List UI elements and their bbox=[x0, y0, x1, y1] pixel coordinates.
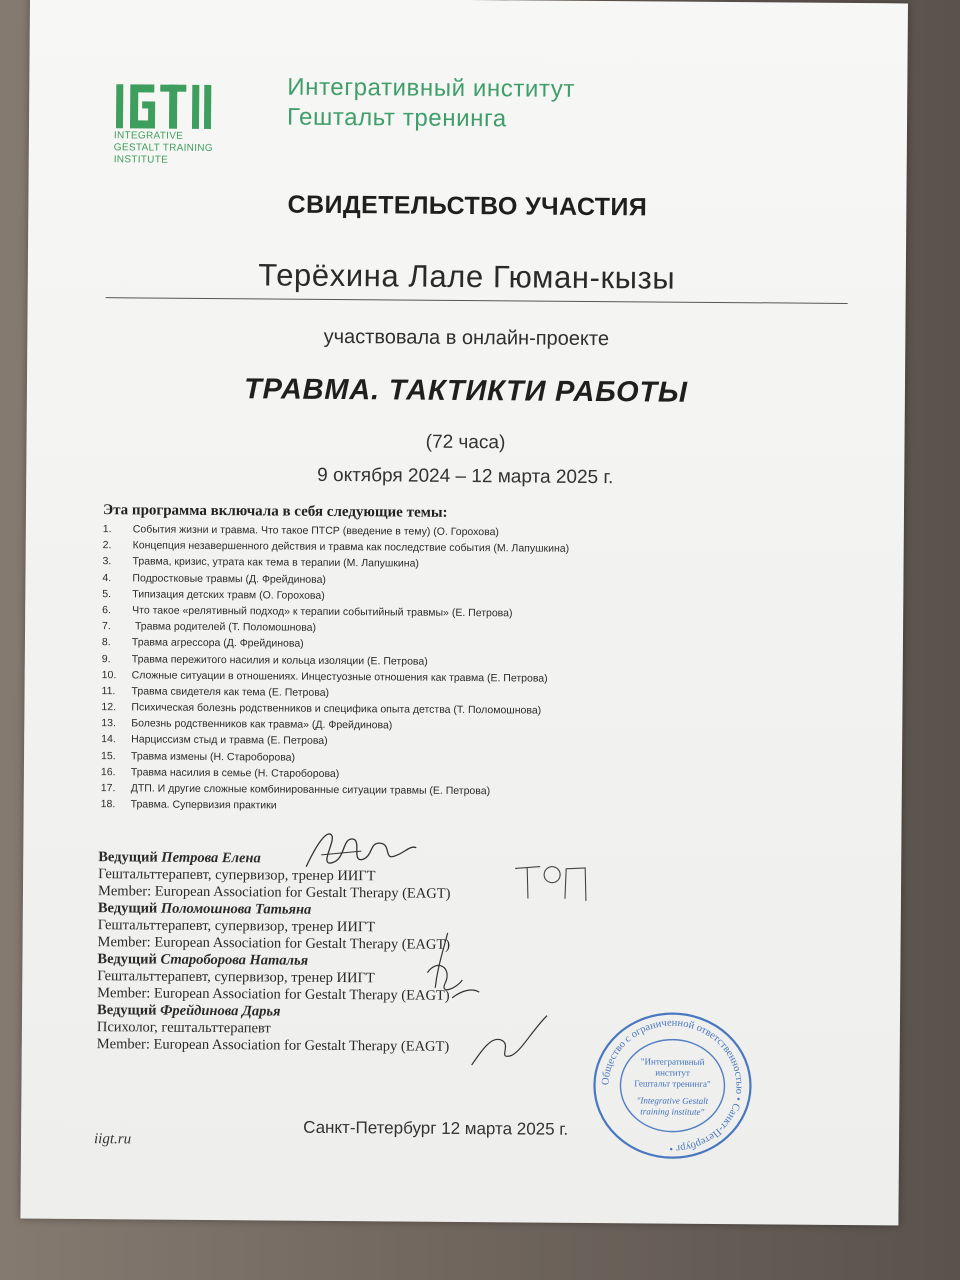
topic-text: Травма пережитого насилия и кольца изоляции (Е. Петрова) bbox=[131, 652, 428, 668]
topic-text: Травма родителей (Т. Поломошнова) bbox=[132, 620, 317, 634]
presenter-credentials: Гештальттерапевт, супервизор, тренер ИИГТ bbox=[97, 917, 376, 936]
topic-text: Психическая болезнь родственников и специфика опыта детства (Т. Поломошнова) bbox=[131, 701, 542, 717]
project-hours: (72 часа) bbox=[425, 431, 506, 454]
presenter-membership: Member: European Association for Gestalt Therapy (EAGT) bbox=[96, 1036, 450, 1055]
topic-text: События жизни и травма. Что такое ПТСР (введение в тему) (О. Горохова) bbox=[132, 523, 500, 539]
topic-text: Травма насилия в семье (Н. Староборова) bbox=[130, 766, 340, 780]
topic-text: Нарциссизм стыд и травма (Е. Петрова) bbox=[131, 733, 328, 748]
presenter-role: Ведущий bbox=[97, 951, 157, 968]
institute-seal bbox=[588, 1009, 757, 1162]
topic-text: Болезнь родственников как травма» (Д. Фрейдинова) bbox=[131, 717, 393, 732]
topics-list bbox=[101, 521, 763, 818]
presenter-credentials: Психолог, гештальттерапевт bbox=[96, 1019, 271, 1037]
topic-text: Травма. Супервизия практики bbox=[130, 798, 277, 812]
presenter-entry bbox=[98, 900, 451, 954]
institute-name-line-1: Интегративный институт bbox=[287, 73, 576, 103]
topic-text: Сложные ситуации в отношениях. Инцестуозные отношения как травма (Е. Петрова) bbox=[131, 669, 548, 685]
topic-number: 8. bbox=[101, 636, 111, 649]
topic-text: Травма, кризис, утрата как тема в терапии (М. Лапушкина) bbox=[132, 555, 419, 570]
topic-number: 11. bbox=[101, 685, 116, 698]
igti-logo-mark bbox=[114, 82, 224, 131]
topic-number: 2. bbox=[102, 539, 112, 552]
topic-text: ДТП. И другие сложные комбинированные ситуации травмы (Е. Петрова) bbox=[130, 782, 491, 798]
topic-number: 6. bbox=[102, 604, 112, 617]
institute-name bbox=[287, 73, 575, 135]
topic-number: 10. bbox=[101, 668, 117, 681]
seal-line-2: институт bbox=[655, 1067, 690, 1078]
participation-text: участвовала в онлайн-проекте bbox=[323, 325, 610, 351]
seal-line-3: Гештальт тренинга" bbox=[634, 1078, 711, 1089]
topic-number: 3. bbox=[102, 555, 112, 568]
topic-text: Травма свидетеля как тема (Е. Петрова) bbox=[131, 685, 330, 699]
topic-number: 1. bbox=[102, 523, 112, 536]
topic-text: Травма измены (Н. Староборова) bbox=[131, 749, 296, 764]
city-and-date: Санкт-Петербург 12 марта 2025 г. bbox=[303, 1117, 569, 1139]
website: iigt.ru bbox=[93, 1131, 132, 1148]
topic-number: 17. bbox=[100, 782, 116, 795]
name-underline bbox=[106, 297, 848, 304]
topic-number: 5. bbox=[102, 587, 112, 600]
seal-outer-text: Общество с ограниченной ответственностью • Санкт-Петербург • bbox=[600, 1017, 745, 1154]
presenter-role: Ведущий bbox=[98, 849, 158, 866]
project-title: ТРАВМА. ТАКТИКТИ РАБОТЫ bbox=[243, 373, 688, 409]
topic-text: Подростковые травмы (Д. Фрейдинова) bbox=[132, 571, 326, 586]
presenter-membership: Member: European Association for Gestalt Therapy (EAGT) bbox=[97, 985, 450, 1004]
project-dates: 9 октября 2024 – 12 марта 2025 г. bbox=[317, 464, 614, 489]
topic-number: 16. bbox=[100, 765, 116, 779]
presenter-entry bbox=[98, 849, 451, 903]
signature-tp bbox=[510, 858, 600, 909]
topic-number: 13. bbox=[101, 717, 116, 730]
logo-wordmark bbox=[114, 130, 234, 167]
logo-line-1: INTEGRATIVE bbox=[113, 130, 184, 142]
topic-text: Что такое «релятивный подход» к терапии событийный травмы» (Е. Петрова) bbox=[132, 604, 513, 620]
topic-number: 7. bbox=[102, 620, 111, 633]
presenter-name: Петрова Елена bbox=[161, 849, 261, 867]
presenter-membership: Member: European Association for Gestalt Therapy (EAGT) bbox=[97, 883, 451, 902]
topics-heading: Эта программа включала в себя следующие темы: bbox=[102, 502, 448, 521]
presenter-name: Староборова Наталья bbox=[160, 951, 309, 969]
signature-freidinova bbox=[462, 1010, 552, 1071]
presenter-role: Ведущий bbox=[96, 1002, 157, 1019]
logo-line-2: GESTALT TRAINING bbox=[113, 142, 213, 154]
seal-line-5: training institute" bbox=[640, 1106, 705, 1117]
institute-name-line-2: Гештальт тренинга bbox=[286, 103, 507, 133]
presenter-credentials: Гештальттерапевт, супервизор, тренер ИИГТ bbox=[98, 866, 376, 885]
presenters-block bbox=[97, 849, 451, 1056]
topic-text: Типизация детских травм (О. Горохова) bbox=[132, 588, 325, 602]
seal-line-1: "Интегративный bbox=[640, 1056, 705, 1067]
presenter-name: Фрейдинова Дарья bbox=[160, 1002, 281, 1020]
topic-number: 15. bbox=[101, 749, 116, 762]
seal-line-4: "Integrative Gestalt bbox=[636, 1095, 709, 1106]
presenter-role: Ведущий bbox=[97, 900, 158, 917]
logo-line-3: INSTITUTE bbox=[113, 154, 169, 166]
topic-number: 9. bbox=[101, 652, 111, 665]
topic-text: Травма агрессора (Д. Фрейдинова) bbox=[131, 636, 304, 651]
igti-logo bbox=[114, 82, 225, 173]
presenter-membership: Member: European Association for Gestalt Therapy (EAGT) bbox=[97, 934, 451, 953]
certificate-page bbox=[20, 0, 908, 1225]
topic-number: 18. bbox=[100, 798, 116, 811]
presenter-entry bbox=[97, 951, 450, 1005]
presenter-entry bbox=[97, 1002, 450, 1056]
topic-number: 12. bbox=[101, 701, 117, 714]
certificate-title: СВИДЕТЕЛЬСТВО УЧАСТИЯ bbox=[287, 190, 648, 222]
presenter-credentials: Гештальттерапевт, супервизор, тренер ИИГТ bbox=[97, 968, 375, 987]
participant-name: Терёхина Лале Гюман-кызы bbox=[258, 257, 676, 296]
topic-text: Концепция незавершенного действия и травма как последствие события (М. Лапушкина) bbox=[132, 539, 570, 555]
topic-number: 4. bbox=[102, 571, 112, 584]
topic-number: 14. bbox=[101, 733, 116, 746]
presenter-name: Поломошнова Татьяна bbox=[160, 900, 312, 918]
